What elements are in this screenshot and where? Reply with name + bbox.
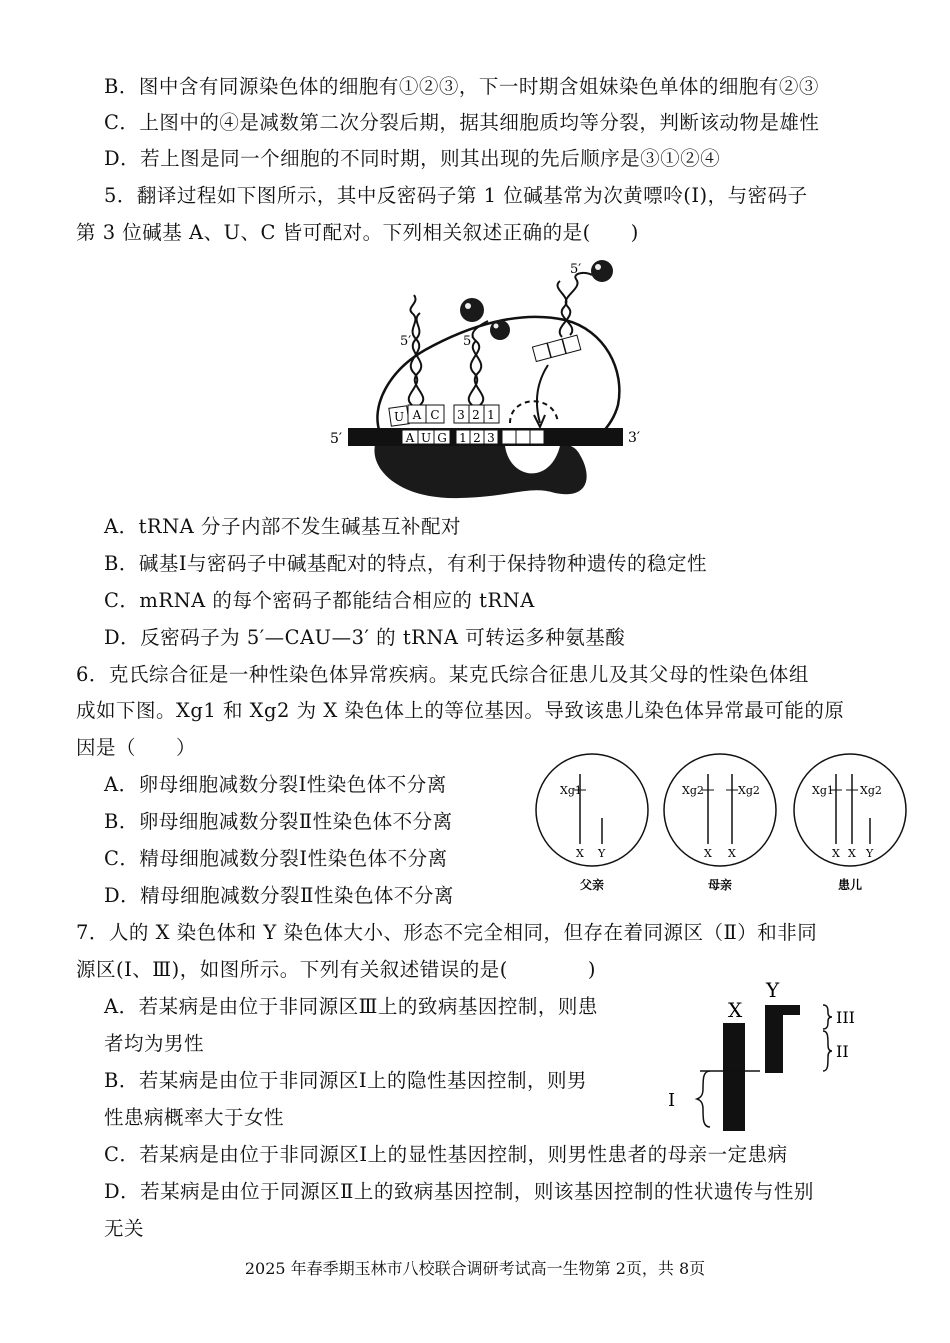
mother-cell: [664, 754, 776, 892]
father-cell: [536, 754, 648, 892]
child-chr-y: Y: [866, 847, 874, 860]
father-gene: Xg1: [560, 784, 582, 797]
child-cell: [794, 754, 906, 892]
q4-option-b: B．图中含有同源染色体的细胞有①②③，下一时期含姐妹染色单体的细胞有②③: [104, 75, 819, 98]
mother-caption: 母亲: [707, 878, 733, 892]
anticodon-left-3: C: [430, 408, 440, 422]
q6-stem-line1: 6．克氏综合征是一种性染色体异常疾病。某克氏综合征患儿及其父母的性染色体组: [76, 663, 809, 686]
q6-option-d: D．精母细胞减数分裂Ⅱ性染色体不分离: [104, 884, 454, 907]
label-x: X: [728, 998, 743, 1022]
q7-option-d-line2: 无关: [104, 1217, 145, 1240]
trna-left-5prime: 5′: [400, 334, 412, 349]
mother-gene-left: Xg2: [682, 784, 704, 797]
q5-option-d: D．反密码子为 5′—CAU—3′ 的 tRNA 可转运多种氨基酸: [104, 626, 626, 649]
amino-acid-bead: [460, 298, 484, 322]
label-y: Y: [766, 978, 780, 1002]
child-chr-x2: X: [848, 847, 856, 860]
label-ii: II: [836, 1042, 849, 1061]
q7-option-b-line1: B．若某病是由位于非同源区Ⅰ上的隐性基因控制，则男: [104, 1069, 588, 1092]
trna-leaving-5prime: 5′: [570, 262, 582, 277]
codon-mid-2: 2: [473, 431, 481, 445]
child-caption: 患儿: [837, 878, 863, 892]
q4-option-c: C．上图中的④是减数第二次分裂后期，据其细胞质均等分裂，判断该动物是雄性: [104, 111, 820, 134]
mother-chr-x1: X: [704, 847, 712, 860]
anticodon-mid-2: 2: [472, 408, 480, 422]
q4-option-d: D．若上图是同一个细胞的不同时期，则其出现的先后顺序是③①②④: [104, 147, 721, 170]
karyotype-figure: [530, 752, 915, 892]
q5-stem-line1: 5．翻译过程如下图所示，其中反密码子第 1 位碱基常为次黄嘌呤(Ⅰ)，与密码子: [104, 184, 808, 207]
codon-left-1: A: [405, 431, 415, 445]
label-i: I: [668, 1090, 676, 1111]
father-chr-y: Y: [598, 847, 606, 860]
q5-option-c: C．mRNA 的每个密码子都能结合相应的 tRNA: [104, 589, 535, 612]
child-gene-right: Xg2: [860, 784, 882, 797]
trna-leaving: [532, 260, 613, 362]
father-chr-x: X: [576, 847, 584, 860]
xy-chromosome-figure: [660, 975, 875, 1135]
codon-mid-1: 1: [459, 431, 467, 445]
codon-mid-3: 3: [487, 431, 495, 445]
bracket-i: [697, 1071, 710, 1127]
amino-acid-bead: [490, 320, 510, 340]
codon-left-2: U: [420, 431, 432, 445]
q5-option-b: B．碱基Ⅰ与密码子中碱基配对的特点，有利于保持物种遗传的稳定性: [104, 552, 708, 575]
q7-option-c: C．若某病是由位于非同源区Ⅰ上的显性基因控制，则男性患者的母亲一定患病: [104, 1143, 788, 1166]
child-chr-x1: X: [832, 847, 840, 860]
father-caption: 父亲: [579, 878, 605, 892]
q6-option-c: C．精母细胞减数分裂Ⅰ性染色体不分离: [104, 847, 448, 870]
a-site-dashed: [510, 401, 558, 423]
x-chromosome: [723, 1023, 745, 1131]
bracket-iii: [823, 1005, 832, 1029]
translation-figure: [330, 255, 660, 505]
codon-left-3: G: [437, 431, 447, 445]
q5-option-a: A．tRNA 分子内部不发生碱基互补配对: [104, 515, 461, 538]
anticodon-left-2: A: [412, 408, 422, 422]
mother-gene-right: Xg2: [738, 784, 760, 797]
q7-option-d-line1: D．若某病是由位于同源区Ⅱ上的致病基因控制，则该基因控制的性状遗传与性别: [104, 1180, 814, 1203]
q6-stem-line3: 因是（ ）: [76, 736, 197, 759]
q7-option-a-line2: 者均为男性: [104, 1032, 205, 1055]
y-chromosome: [765, 1005, 783, 1073]
q7-option-a-line1: A．若某病是由位于非同源区Ⅲ上的致病基因控制，则患: [104, 995, 598, 1018]
label-iii: III: [836, 1008, 855, 1027]
anticodon-left-1: U: [393, 410, 405, 424]
q6-option-a: A．卵母细胞减数分裂Ⅰ性染色体不分离: [104, 773, 447, 796]
q7-stem-line2: 源区(Ⅰ、Ⅲ)，如图所示。下列有关叙述错误的是( ): [76, 958, 596, 981]
q7-option-b-line2: 性患病概率大于女性: [104, 1106, 285, 1129]
mother-chr-x2: X: [728, 847, 736, 860]
mrna-3prime: 3′: [628, 430, 641, 446]
mrna-5prime: 5′: [330, 431, 343, 447]
child-gene-left: Xg1: [812, 784, 834, 797]
bracket-ii: [823, 1031, 832, 1071]
q7-stem-line1: 7．人的 X 染色体和 Y 染色体大小、形态不完全相同，但存在着同源区（Ⅱ）和非同: [76, 921, 818, 944]
trna-mid-5prime: 5′: [463, 334, 475, 349]
anticodon-mid-3: 1: [487, 408, 495, 422]
q6-option-b: B．卵母细胞减数分裂Ⅱ性染色体不分离: [104, 810, 453, 833]
incoming-arrow: [537, 365, 548, 423]
page-footer: 2025 年春季期玉林市八校联合调研考试高一生物第 2页，共 8页: [244, 1259, 706, 1278]
anticodon-mid-1: 3: [457, 408, 465, 422]
q6-stem-line2: 成如下图。Xg1 和 Xg2 为 X 染色体上的等位基因。导致该患儿染色体异常最可能的原: [76, 699, 845, 722]
anticodon-boxes: [389, 405, 499, 426]
q5-stem-line2: 第 3 位碱基 A、U、C 皆可配对。下列相关叙述正确的是( ): [76, 221, 639, 244]
